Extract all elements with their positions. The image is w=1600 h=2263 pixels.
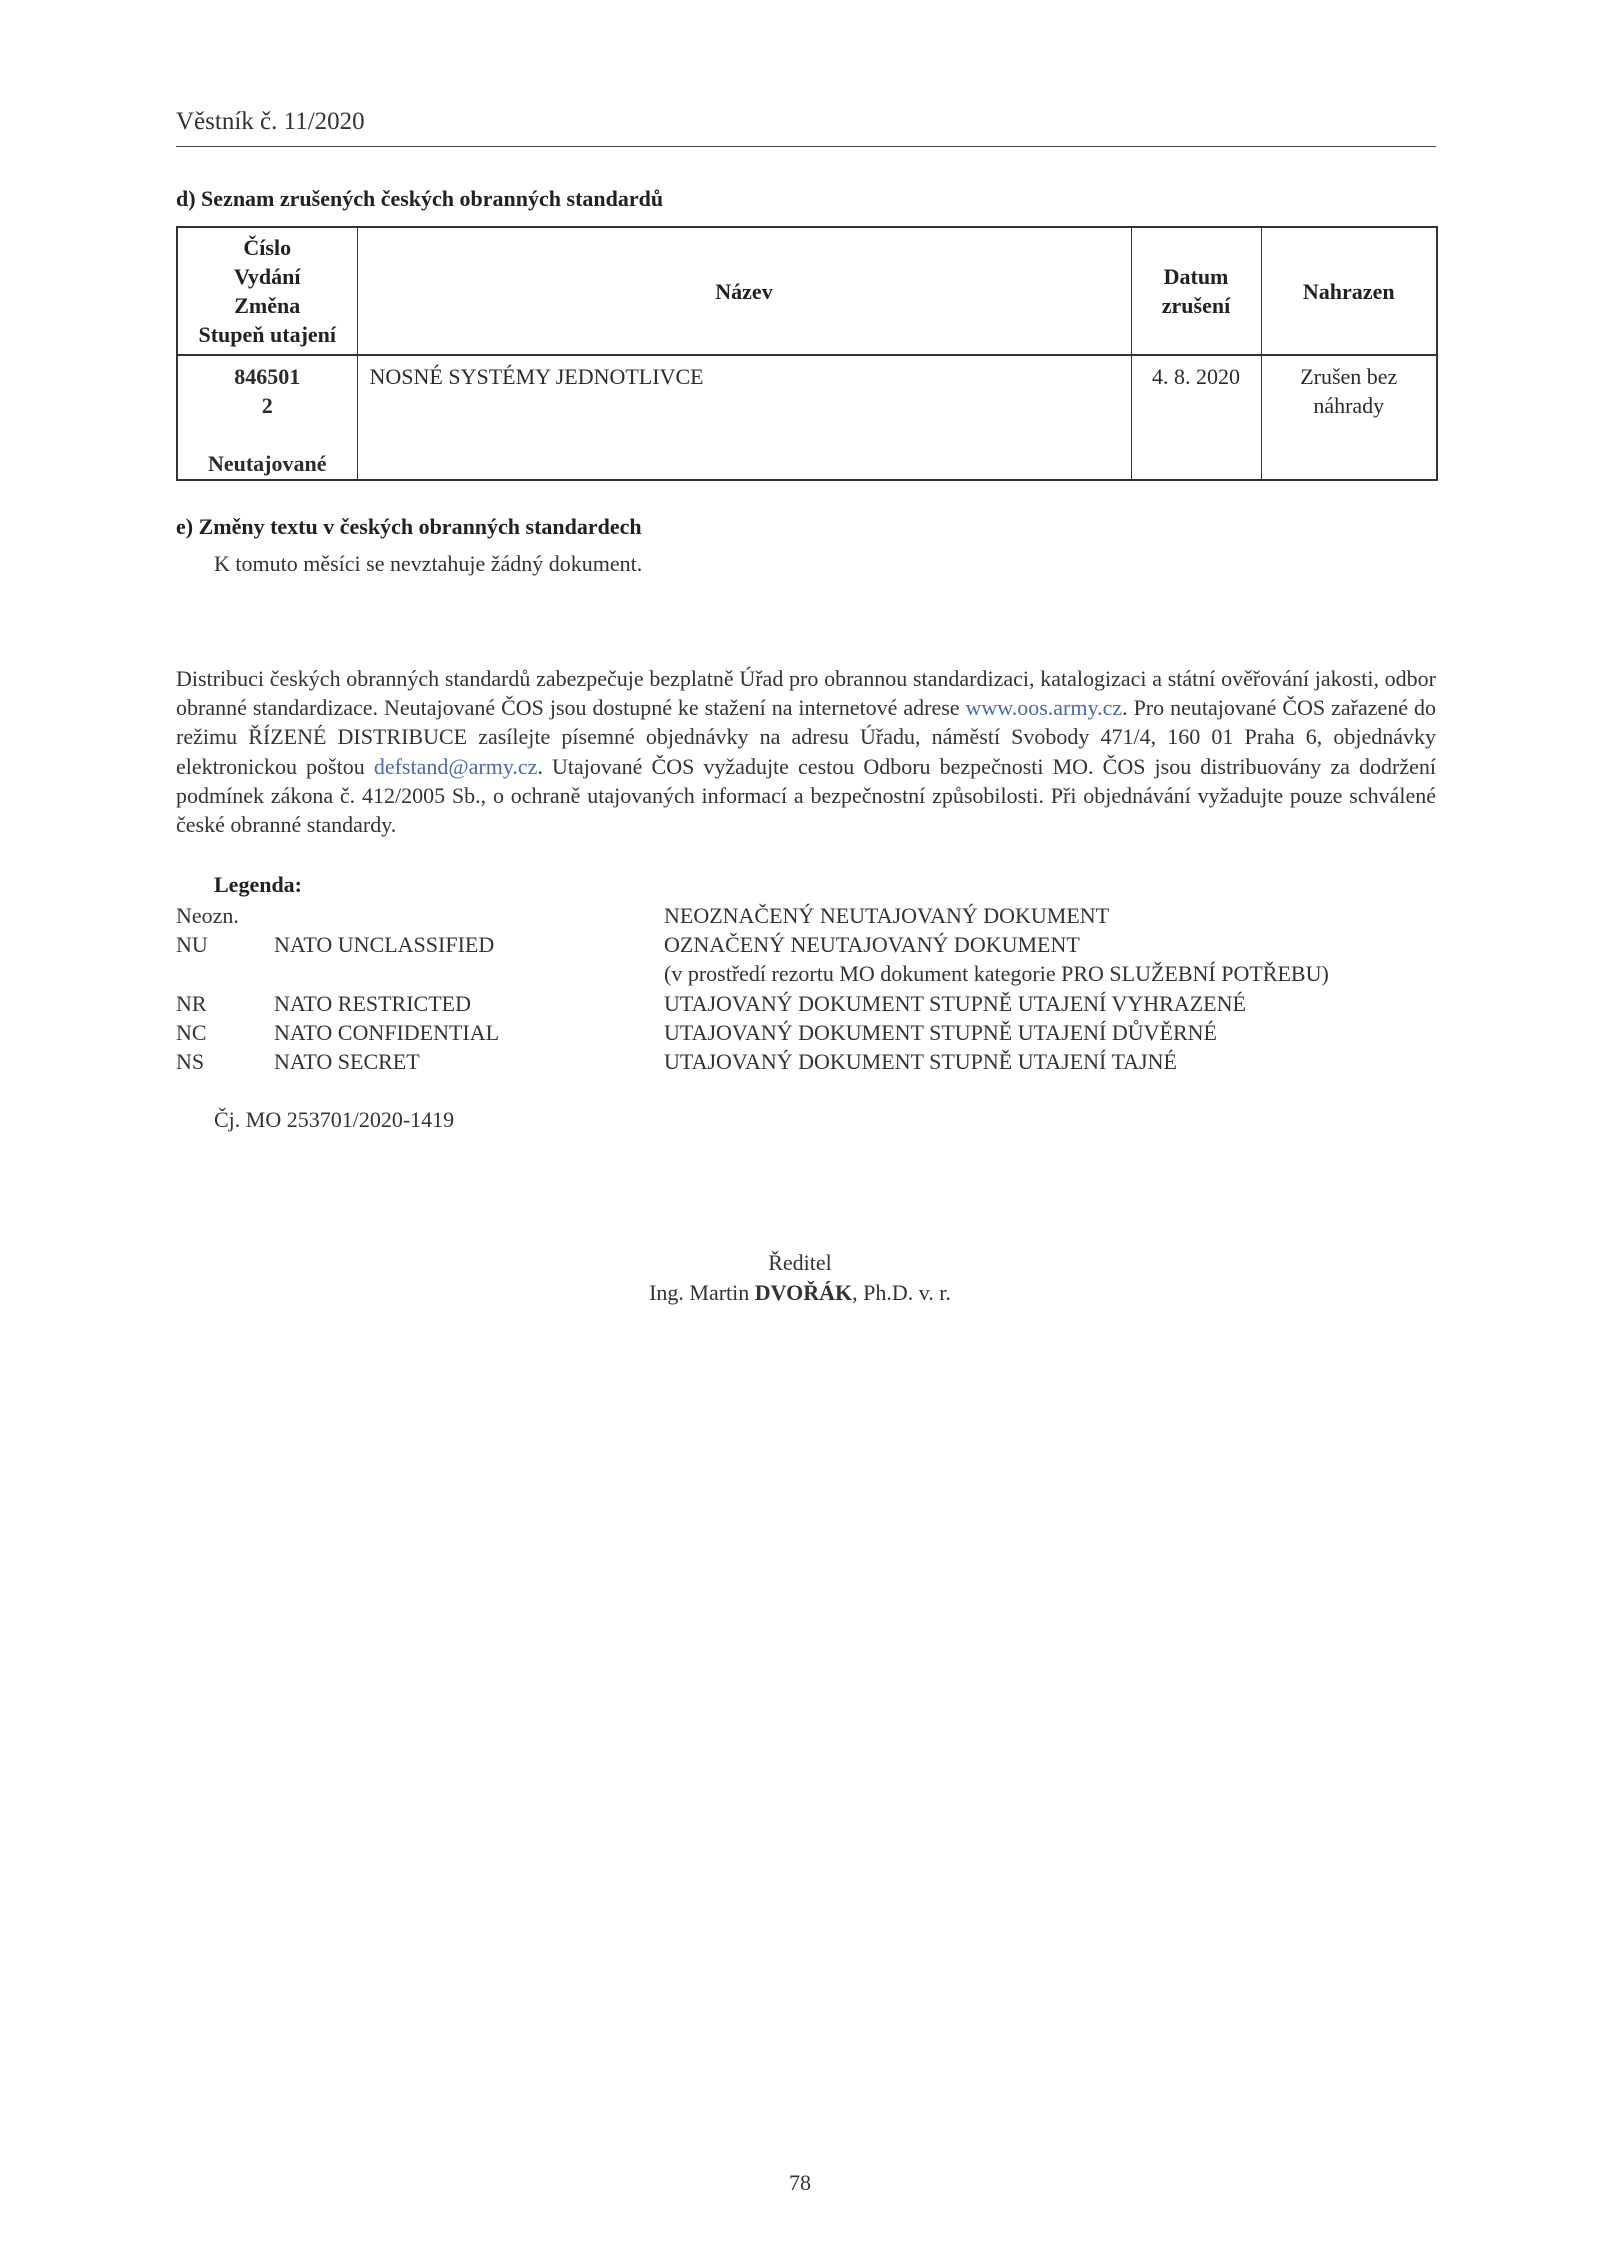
legend-description: NEOZNAČENÝ NEUTAJOVANÝ DOKUMENT bbox=[664, 903, 1110, 928]
section-d-heading: d) Seznam zrušených českých obranných standardů bbox=[176, 186, 664, 211]
classification-level: Neutajované bbox=[207, 451, 327, 476]
legend-row bbox=[176, 930, 1436, 959]
legend-abbr: NS bbox=[176, 1048, 205, 1074]
legend-title: Legenda: bbox=[214, 872, 302, 897]
header-id-column bbox=[177, 227, 357, 355]
legend-abbr: NU bbox=[176, 932, 208, 958]
header-nahrazen: Nahrazen bbox=[1261, 227, 1437, 355]
website-link[interactable]: www.oos.army.cz bbox=[965, 695, 1123, 721]
header-zmena: Změna bbox=[234, 293, 301, 318]
cell-standard-name: NOSNÉ SYSTÉMY JEDNOTLIVCE bbox=[357, 355, 1131, 480]
table-row bbox=[177, 355, 1437, 480]
header-zruseni: zrušení bbox=[1161, 293, 1231, 318]
signature-role: Ředitel bbox=[768, 1250, 832, 1275]
legend-description: OZNAČENÝ NEUTAJOVANÝ DOKUMENT bbox=[664, 932, 1080, 958]
legend-row bbox=[176, 901, 1436, 930]
header-nazev: Název bbox=[357, 227, 1131, 355]
legend-row bbox=[176, 989, 1436, 1018]
legend-abbr: Neozn. bbox=[176, 903, 239, 928]
legend-abbr: NR bbox=[176, 990, 207, 1016]
legend-list bbox=[176, 901, 1436, 1076]
legend-description: (v prostředí rezortu MO dokument kategorie PRO SLUŽEBNÍ POTŘEBU) bbox=[664, 961, 1329, 987]
reference-number: Čj. MO 253701/2020-1419 bbox=[214, 1107, 455, 1132]
legend-abbr: NC bbox=[176, 1019, 207, 1045]
signature-prefix: Ing. Martin bbox=[649, 1280, 755, 1305]
distribution-text-2: . Pro neutajované ČOS zařazené do režimu ŘÍZENÉ DISTRIBUCE zasílejte písemné objednávky na adresu Úřadu, náměstí Svobody 471/4, 160 01 Praha 6, objednávky elektronickou poštou bbox=[176, 695, 1436, 779]
cancelled-standards-table bbox=[176, 226, 1438, 481]
legend-nato-name: NATO RESTRICTED bbox=[274, 990, 471, 1016]
legend-nato-name: NATO UNCLASSIFIED bbox=[274, 932, 495, 958]
section-e-heading: e) Změny textu v českých obranných standardech bbox=[176, 514, 642, 539]
signature-name bbox=[0, 1280, 1600, 1306]
bulletin-title: Věstník č. 11/2020 bbox=[176, 108, 365, 135]
table-header-row bbox=[177, 227, 1437, 355]
legend-nato-name: NATO CONFIDENTIAL bbox=[274, 1019, 500, 1045]
distribution-text-3: . Utajované ČOS vyžadujte cestou Odboru bezpečnosti MO. ČOS jsou distribuovány za dodržení podmínek zákona č. 412/2005 Sb., o ochraně utajovaných informací a bezpečnostní způsobilosti. Při objednávání vyžadujte pouze schválené české obranné standardy. bbox=[176, 753, 1436, 838]
cell-replaced-by bbox=[1261, 355, 1437, 480]
signature-surname: DVOŘÁK bbox=[754, 1280, 853, 1305]
legend-description: UTAJOVANÝ DOKUMENT STUPNĚ UTAJENÍ TAJNÉ bbox=[664, 1048, 1177, 1074]
replaced-line-1: Zrušen bez bbox=[1300, 364, 1398, 389]
signature-suffix: , Ph.D. v. r. bbox=[852, 1280, 951, 1305]
header-cislo: Číslo bbox=[243, 235, 292, 260]
legend-nato-name: NATO SECRET bbox=[274, 1048, 420, 1074]
cell-standard-id bbox=[177, 355, 357, 480]
cell-cancel-date: 4. 8. 2020 bbox=[1131, 355, 1261, 480]
header-datum: Datum bbox=[1163, 264, 1229, 289]
legend-description: UTAJOVANÝ DOKUMENT STUPNĚ UTAJENÍ DŮVĚRNÉ bbox=[664, 1019, 1217, 1045]
header-datum-column bbox=[1131, 227, 1261, 355]
standard-number: 846501 bbox=[234, 364, 301, 389]
standard-edition: 2 bbox=[261, 393, 273, 418]
replaced-line-2: náhrady bbox=[1313, 393, 1385, 418]
email-link[interactable]: defstand@army.cz bbox=[373, 753, 538, 779]
legend-row bbox=[176, 1047, 1436, 1076]
page-number: 78 bbox=[789, 2170, 811, 2195]
header-stupen: Stupeň utajení bbox=[198, 322, 337, 347]
distribution-paragraph bbox=[176, 664, 1436, 839]
legend-row bbox=[176, 1018, 1436, 1047]
section-e-text: K tomuto měsíci se nevztahuje žádný dokument. bbox=[214, 551, 643, 576]
distribution-text-1: Distribuci českých obranných standardů zabezpečuje bezplatně Úřad pro obrannou standardizaci, katalogizaci a státní ověřování jakosti, odbor obranné standardizace. Neutajované ČOS jsou dostupné ke stažení na internetové adrese bbox=[176, 666, 1436, 721]
header-divider bbox=[176, 146, 1436, 147]
legend-row bbox=[176, 959, 1436, 988]
header-vydani: Vydání bbox=[234, 264, 301, 289]
legend-description: UTAJOVANÝ DOKUMENT STUPNĚ UTAJENÍ VYHRAZENÉ bbox=[664, 990, 1246, 1016]
